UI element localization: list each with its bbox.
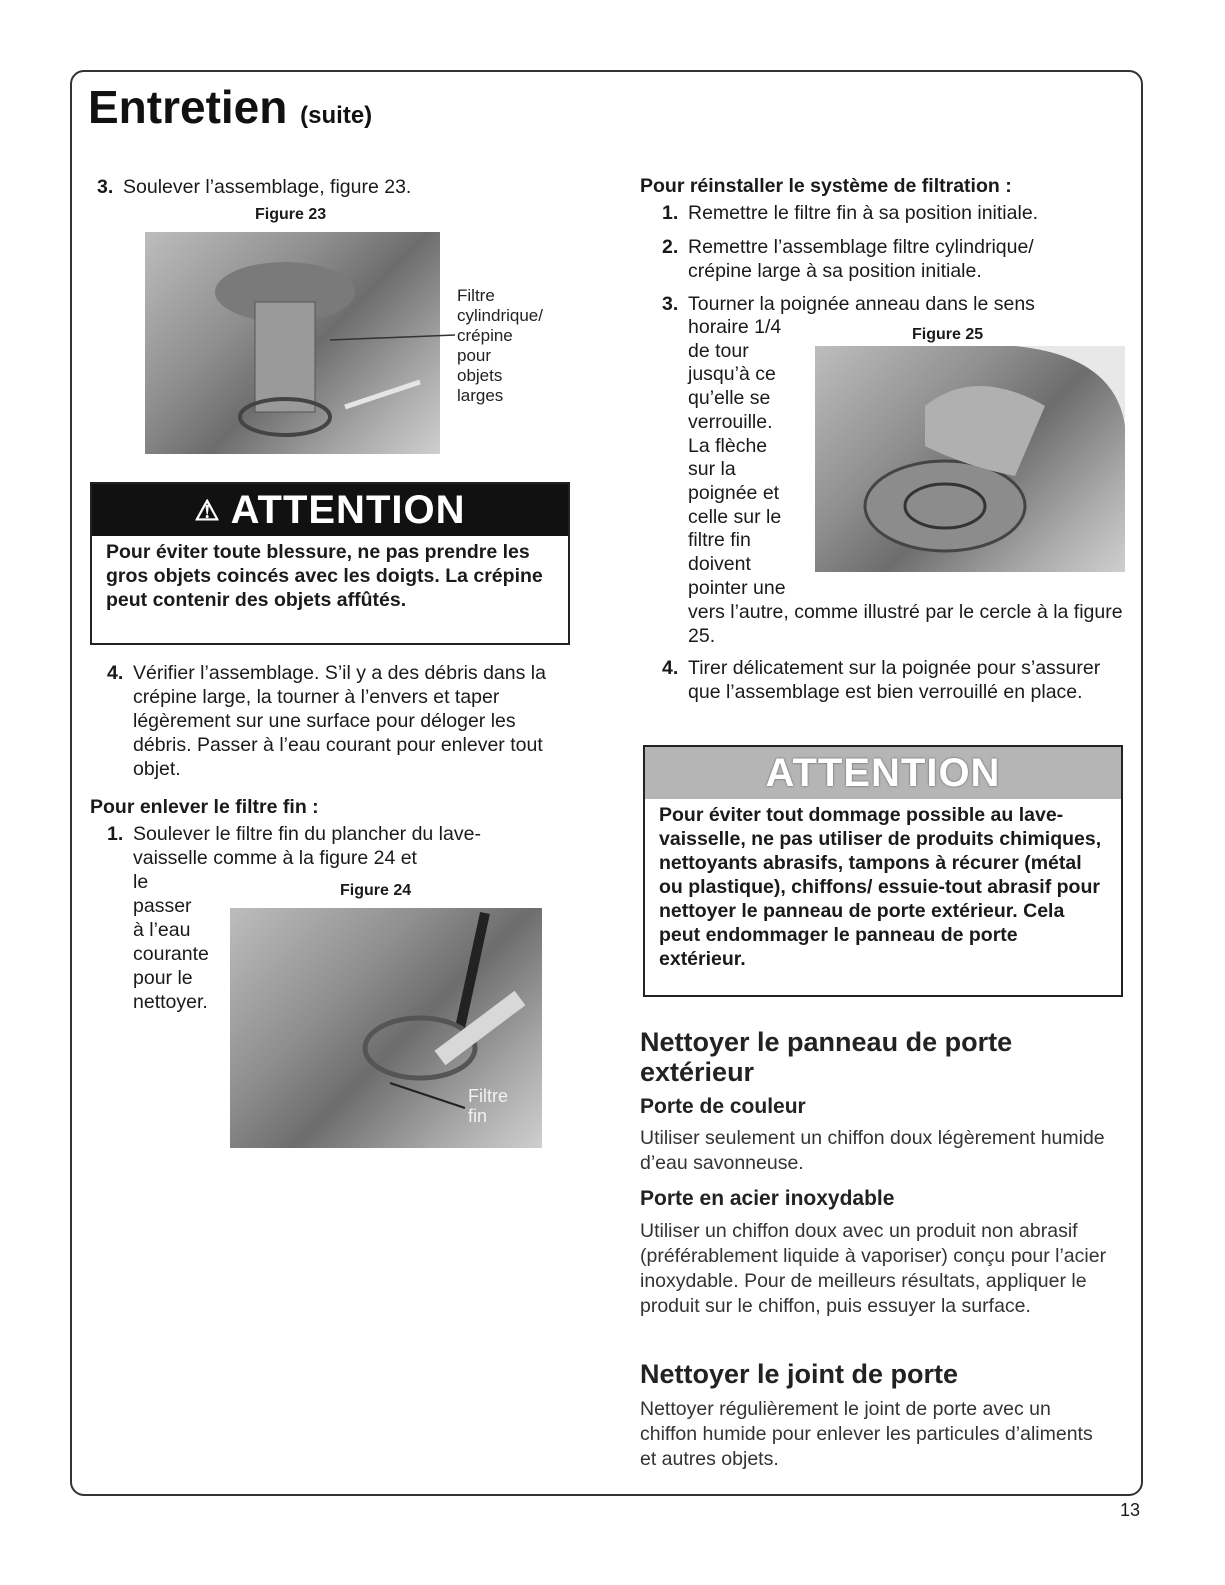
title-suite: (suite) [300,102,373,129]
attention-heading: ATTENTION [765,750,1001,795]
page-title [88,80,372,134]
left-step-3 [97,175,567,199]
attention-box-injury [90,482,570,645]
figure-23-leader-line [330,330,455,342]
step-number: 1. [107,823,124,845]
ring-handle-illustration [815,346,1125,572]
title-main: Entretien [88,81,288,133]
right-step-4 [662,656,1102,704]
step-text: Soulever le filtre fin du plancher du lave-vaisselle comme à la figure 24 et [133,823,481,869]
figure-23-photo [145,232,440,454]
step-text: Remettre l’assemblage filtre cylindrique/ crépine large à sa position initiale. [688,236,1034,282]
figure-23-callout: Filtre cylindrique/ crépine pour objets larges [457,286,543,405]
figure-24-callout: Filtre fin [468,1086,508,1126]
step-number: 2. [662,236,679,258]
figure-24-caption: Figure 24 [340,882,412,899]
clean-seal-text: Nettoyer régulièrement le joint de porte avec un chiffon humide pour enlever les particules d’aliments et autres objets. [640,1398,1093,1470]
filter-assembly-illustration [145,232,440,454]
stainless-door-text: Utiliser un chiffon doux avec un produit non abrasif (préférablement liquide à vaporiser) conçu pour l’acier inoxydable. Pour de meilleurs résultats, appliquer le produit sur le chiffon, puis essuyer la surface. [640,1220,1107,1317]
step-number: 4. [662,657,679,679]
right-step-2 [662,235,1102,283]
remove-filter-heading: Pour enlever le filtre fin : [90,796,319,818]
figure-25-photo [815,346,1125,572]
warning-triangle-icon: ⚠ [194,494,221,526]
left-step-4 [107,661,567,781]
step-text: Tourner la poignée anneau dans le sens [688,293,1035,315]
step-number: 1. [662,202,679,224]
step-number: 4. [107,662,124,684]
stainless-door-heading: Porte en acier inoxydable [640,1187,895,1210]
figure-24-photo [230,908,542,1148]
clean-panel-heading: Nettoyer le panneau de porte extérieur [640,1027,1013,1087]
reinstall-heading: Pour réinstaller le système de filtration : [640,175,1012,197]
step-text: Remettre le filtre fin à sa position initiale. [688,202,1039,224]
attention-heading: ATTENTION [230,487,466,532]
figure-25-caption: Figure 25 [912,326,984,343]
attention-box-damage [643,745,1123,997]
attention-text: Pour éviter tout dommage possible au lave-vaisselle, ne pas utiliser de produits chimiques, nettoyants abrasifs, tampons à récurer (métal ou plastique), chiffons/ essuie-tout abrasif pour nettoyer le panneau de porte extérieur. Cela peut endommager le panneau de porte extérieur. [659,804,1102,970]
figure-23-caption: Figure 23 [255,206,327,223]
step-text: Vérifier l’assemblage. S’il y a des débris dans la crépine large, la tourner à l’envers et taper légèrement sur une surface pour déloger les débris. Passer à l’eau courant pour enlever tout objet. [133,662,546,780]
step-text: Soulever l’assemblage, figure 23. [123,176,412,198]
attention-header [645,747,1121,799]
colored-door-text: Utiliser seulement un chiffon doux légèrement humide d’eau savonneuse. [640,1127,1105,1174]
step-number: 3. [662,293,679,315]
right-step-3-bottom-text: vers l’autre, comme illustré par le cercle à la figure 25. [688,601,1123,647]
page-number: 13 [1120,1500,1141,1520]
clean-seal-heading: Nettoyer le joint de porte [640,1359,959,1389]
colored-door-heading: Porte de couleur [640,1095,806,1118]
left-step-1 [107,822,537,870]
right-step-3-side-text: horaire 1/4 de tour jusqu’à ce qu’elle se verrouille. La flèche sur la poignée et celle sur le filtre fin doivent pointer une [688,316,786,599]
step-text: Tirer délicatement sur la poignée pour s’assurer que l’assemblage est bien verrouillé en place. [688,657,1101,703]
attention-header [92,484,568,536]
right-step-1 [662,201,1112,225]
step-number: 3. [97,176,114,198]
right-step-3 [662,292,1102,316]
left-step-1-side-text: le passer à l’eau courante pour le nettoyer. [133,871,209,1013]
attention-text: Pour éviter toute blessure, ne pas prendre les gros objets coincés avec les doigts. La crépine peut contenir des objets affûtés. [106,541,543,611]
